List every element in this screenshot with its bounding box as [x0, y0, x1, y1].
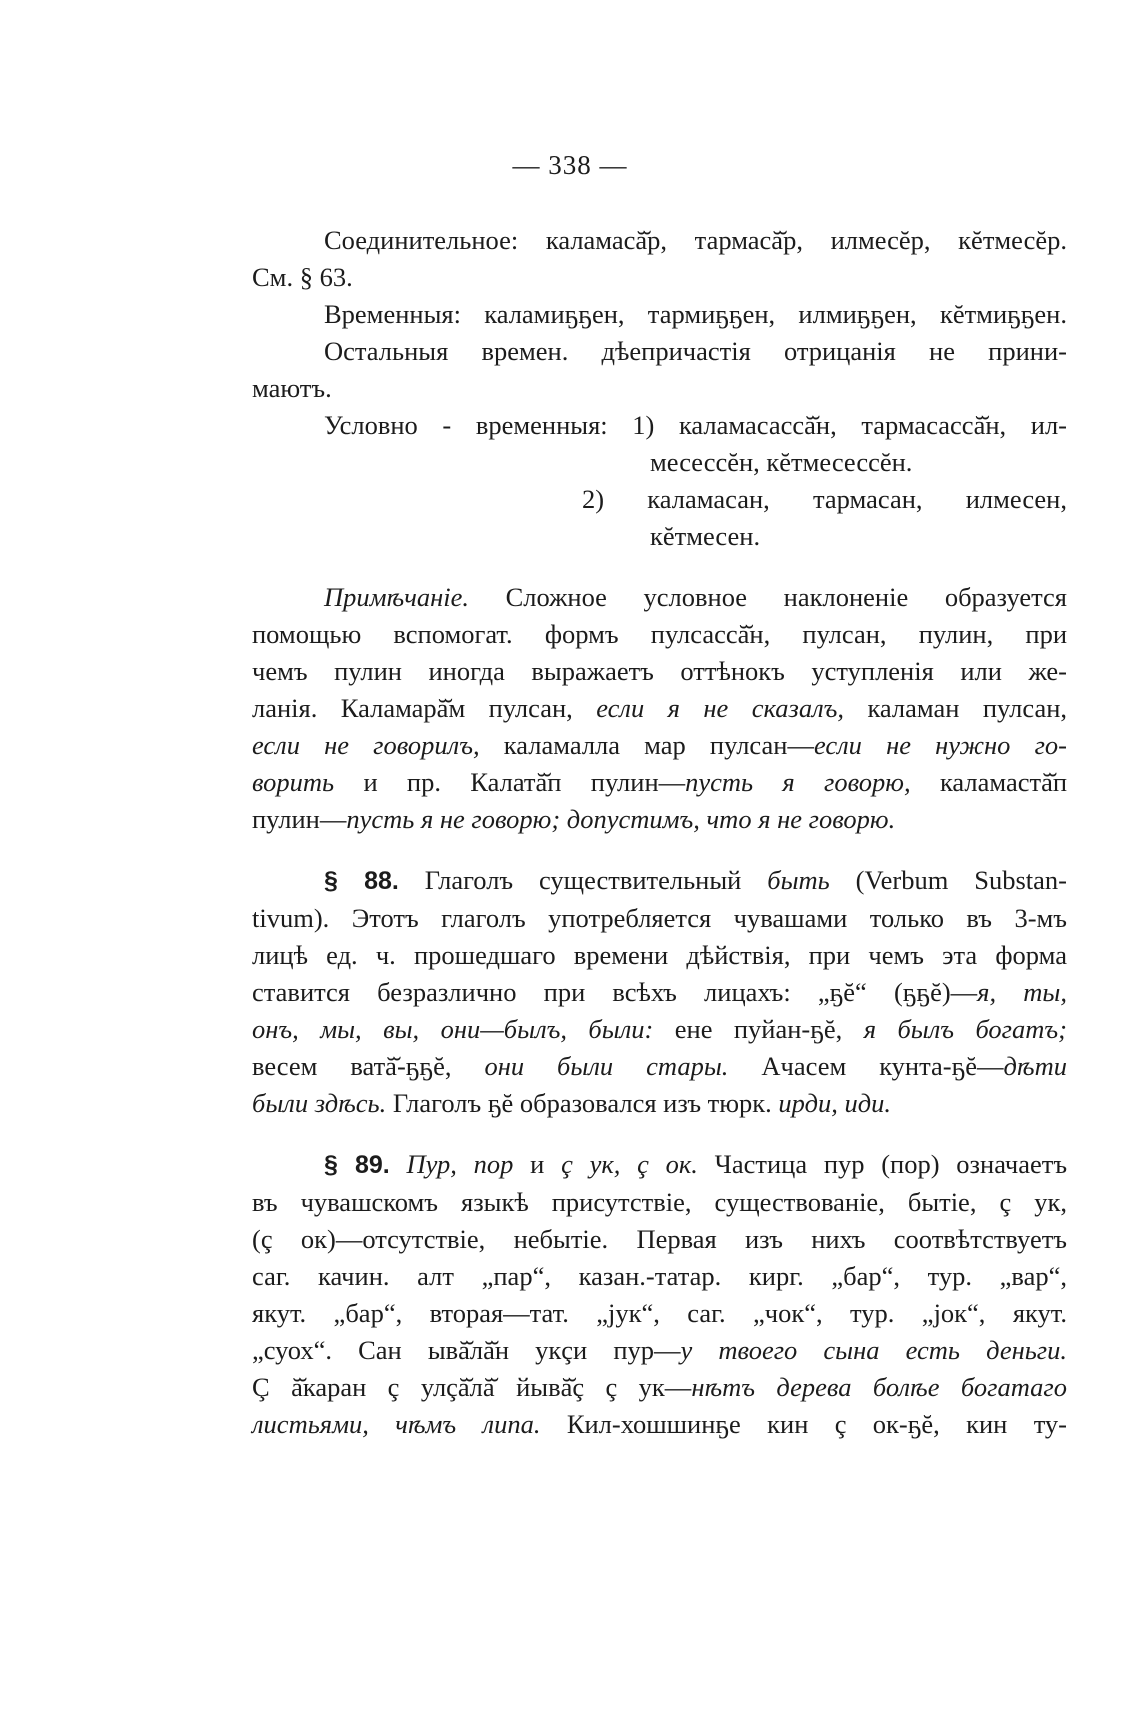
paragraph-line: кĕтмесен. [650, 521, 761, 551]
section-88-line: были здѣсь. Глаголъ ҕĕ образовался изъ тюрк. ирди, иди. [252, 1088, 892, 1118]
section-number: § 89. [324, 1151, 390, 1179]
paragraph-line: Соединительное: каламасă̆р, тармасă̆р, илмесĕр, кĕтмесĕр. [324, 225, 1067, 255]
section-89-line: якут. „бар“, вторая—тат. „јук“, саг. „чок“, тур. „јок“, якут. [252, 1298, 1067, 1328]
note-label: Примѣчаніе. [324, 582, 470, 612]
note-line: если не говорилъ, каламалла мар пулсан—если не нужно го- [252, 730, 1067, 760]
paragraph-line: Остальныя времен. дѣепричастія отрицанія не прини- [324, 336, 1067, 366]
note-line: ланія. Каламарă̆м пулсан, если я не сказалъ, каламан пулсан, [252, 693, 1068, 723]
note-line: помощью вспомогат. формъ пулсассă̆н, пулсан, пулин, при [252, 619, 1067, 649]
section-89-line: (ç ок)—отсутствіе, небытіе. Первая изъ нихъ соотвѣтствуетъ [252, 1224, 1067, 1254]
note-line: чемъ пулин иногда выражаетъ оттѣнокъ уступленія или же- [252, 656, 1067, 686]
paragraph-line: маютъ. [252, 373, 332, 403]
section-88-line: ставится безразлично при всѣхъ лицахъ: „ҕĕ“ (ҕҕĕ)—я, ты, [252, 977, 1067, 1007]
paragraph-line: 2) каламасан, тармасан, илмесен, [582, 484, 1067, 514]
section-88-line: tivum). Этотъ глаголъ употребляется чувашами только въ 3-мъ [252, 903, 1067, 933]
note-line: ворить и пр. Калатă̆п пулин—пусть я говорю, каламастă̆п [252, 767, 1068, 797]
note-line: пулин—пусть я не говорю; допустимъ, что я не говорю. [252, 804, 896, 834]
section-89-line: саг. качин. алт „пар“, казан.-татар. кирг. „бар“, тур. „вар“, [252, 1261, 1067, 1291]
section-number: § 88. [324, 867, 399, 895]
section-88-line: весем ватă̆-ҕҕĕ, они были стары. Ачасем кунта-ҕĕ—дѣти [252, 1051, 1067, 1081]
body-text [252, 222, 1067, 1443]
section-89-line: „суох“. Сан ывă̆лă̆н укçи пур—у твоего сына есть деньги. [252, 1335, 1067, 1365]
section-89-line: въ чувашскомъ языкѣ присутствіе, существованіе, бытіе, ç ук, [252, 1187, 1067, 1217]
section-88-line: лицѣ ед. ч. прошедшаго времени дѣйствія, при чемъ эта форма [252, 940, 1067, 970]
paragraph-line: месессĕн, кĕтмесессĕн. [650, 447, 913, 477]
paragraph-line: См. § 63. [252, 262, 353, 292]
section-88-line: § 88. Глаголъ существительный быть (Verbum Substan- [324, 865, 1067, 895]
paragraph-line: Временныя: каламиҕҕен, тармиҕҕен, илмиҕҕен, кĕтмиҕҕен. [324, 299, 1067, 329]
section-88-line: онъ, мы, вы, они—былъ, были: ене пуйан-ҕĕ, я былъ богатъ; [252, 1014, 1067, 1044]
section-89-line: листьями, чѣмъ липа. Кил-хошшинҕе кин ç ок-ҕĕ, кин ту- [252, 1409, 1068, 1439]
page-number: — 338 — [512, 150, 628, 180]
section-89-line: Ç ă̆каран ç улçă̆лă̆ йывă̆ç ç ук—нѣтъ дерева болѣе богатаго [252, 1372, 1068, 1402]
paragraph-line: Условно - временныя: 1) каламасассă̆н, тармасассă̆н, ил- [324, 410, 1067, 440]
section-89-line: § 89. Пур, пор и ç ук, ç ок. Частица пур (пор) означаетъ [324, 1149, 1068, 1179]
note-line: Примѣчаніе. Сложное условное наклоненіе образуется [324, 582, 1067, 612]
